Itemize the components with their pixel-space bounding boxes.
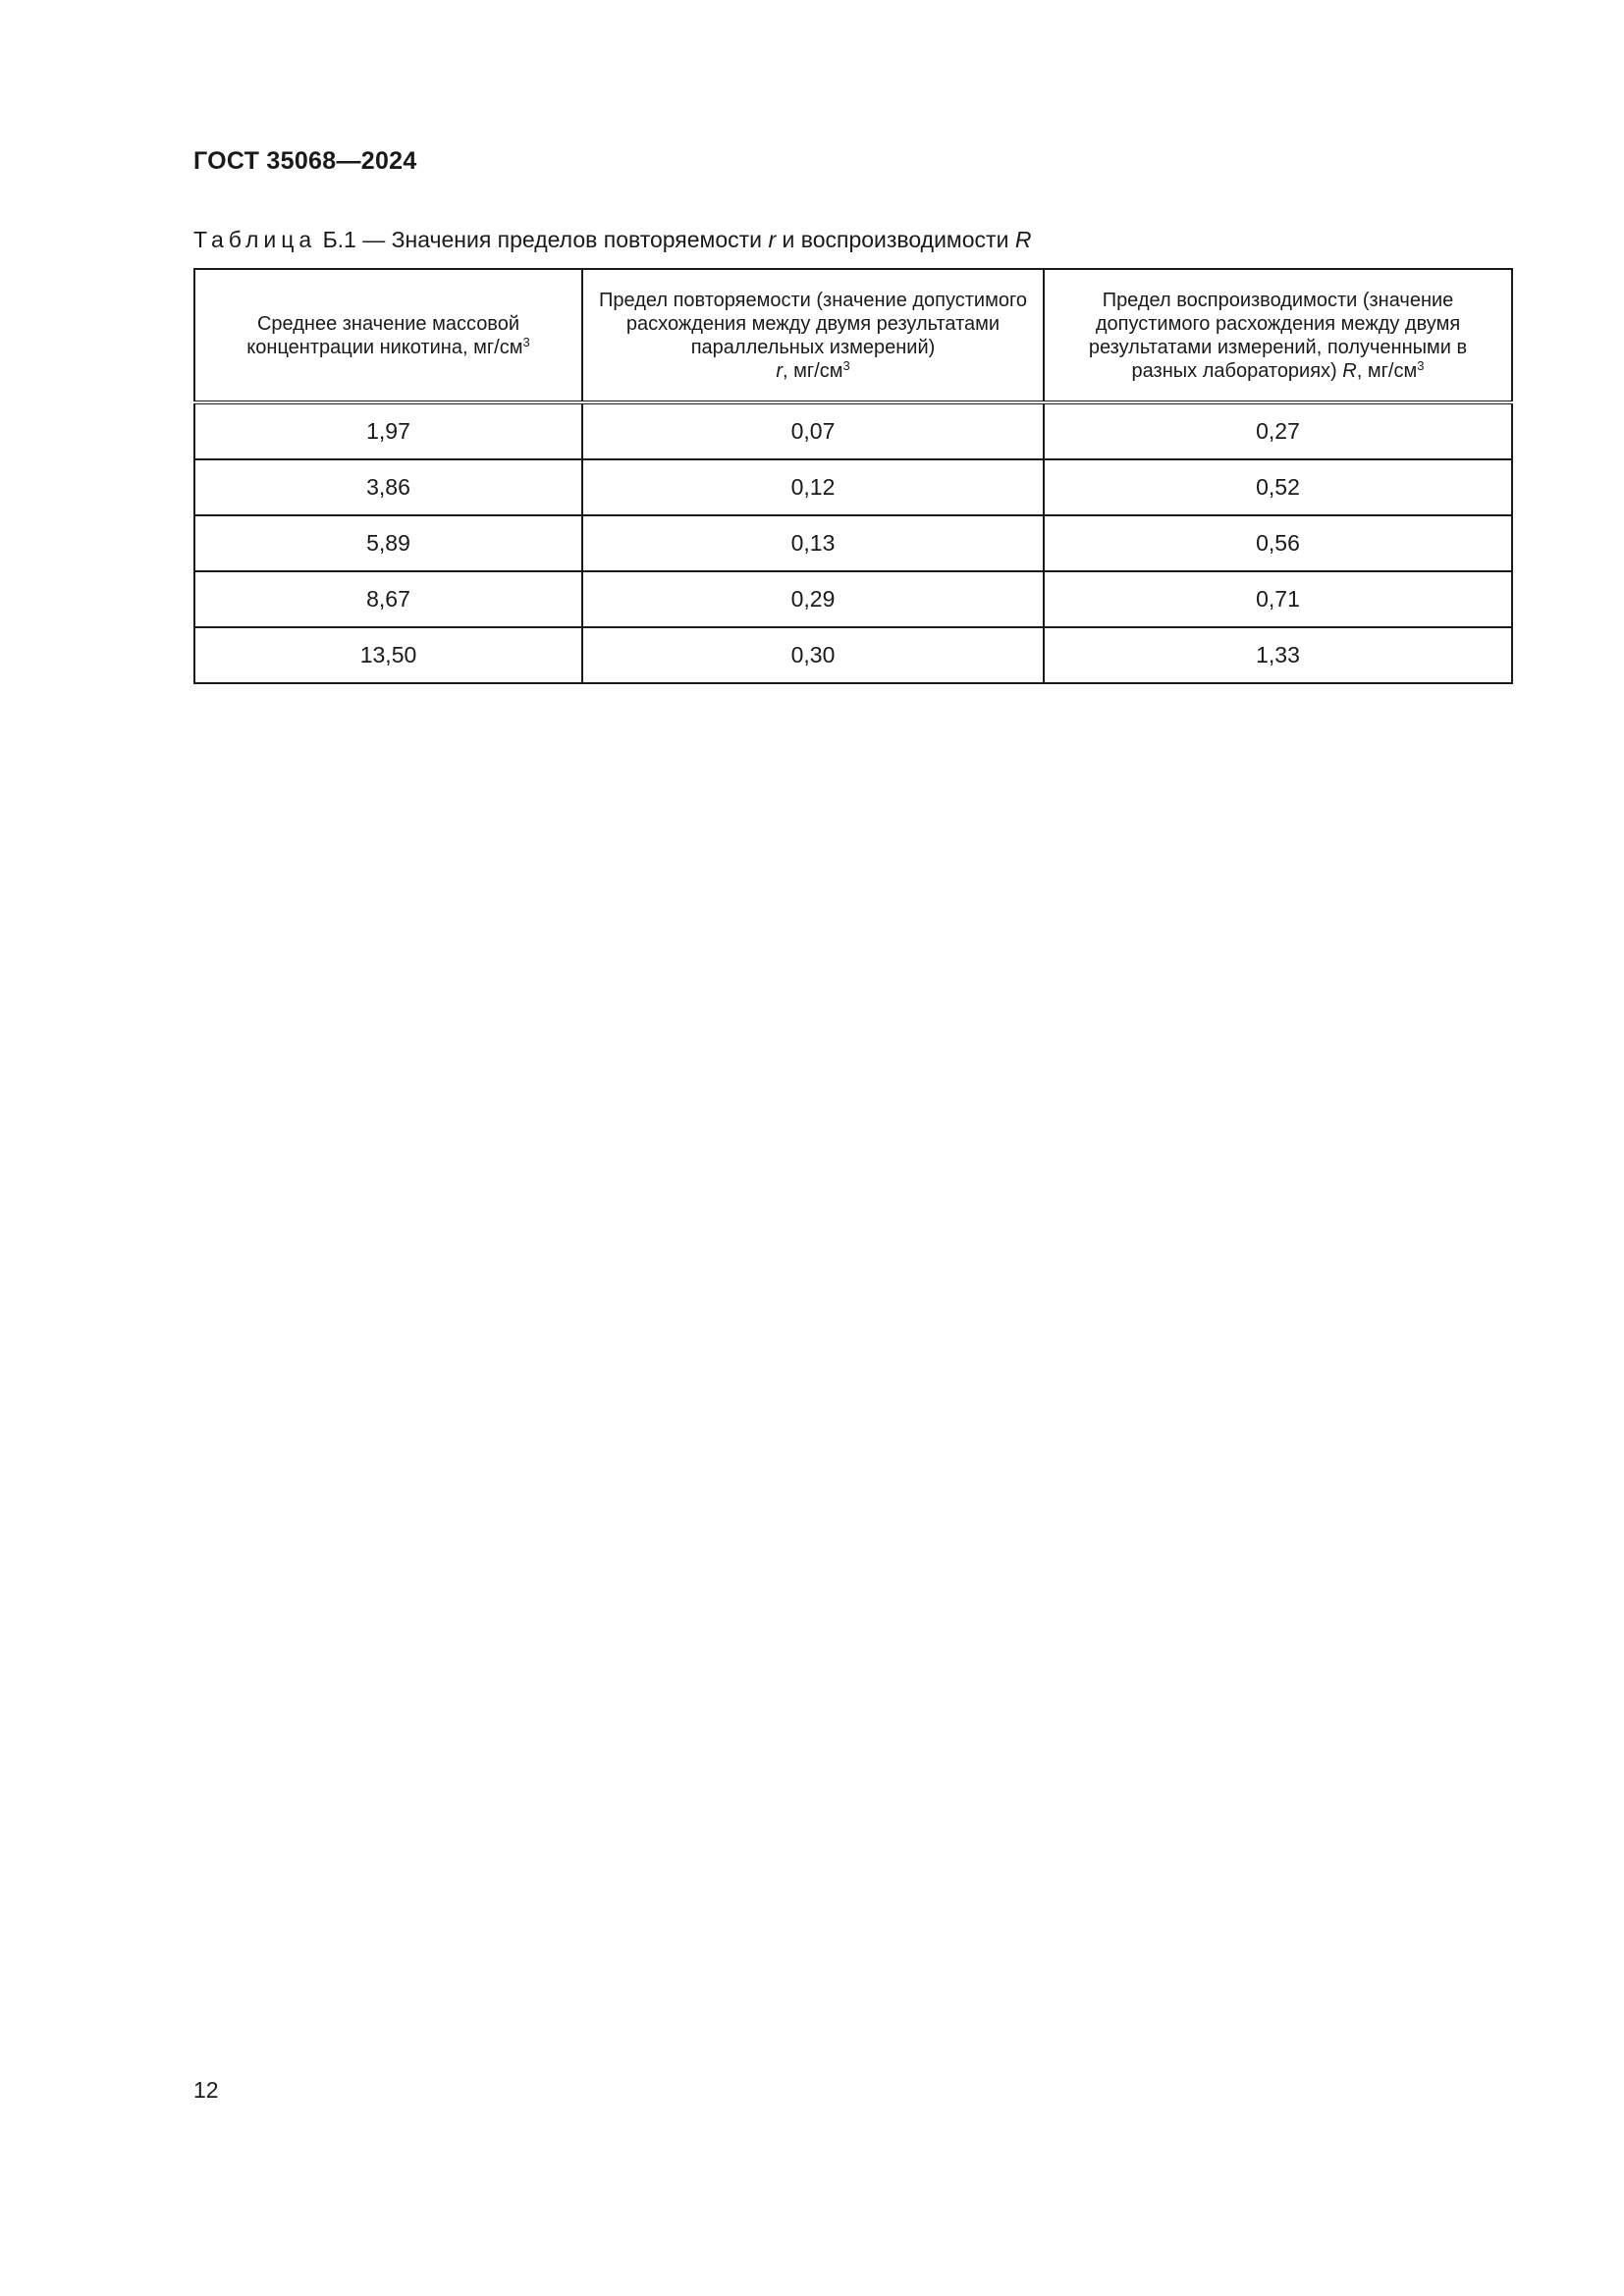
cell-repeatability: 0,13 <box>582 515 1044 571</box>
page-number: 12 <box>193 2077 219 2103</box>
header-reproducibility-symbol: R <box>1342 359 1357 382</box>
table-caption-label: Таблица <box>193 227 317 252</box>
header-mean-concentration <box>194 269 582 402</box>
header-repeatability-limit <box>582 269 1044 402</box>
cell-reproducibility: 0,27 <box>1044 402 1512 459</box>
table-row <box>194 571 1512 627</box>
table-header-row <box>194 269 1512 402</box>
header-reproducibility-text: Предел воспроизводимости (значение допустимого расхождения между двумя результатами измерений, полученными в разных лабораториях) <box>1088 289 1468 382</box>
table-caption-symbol-r: r <box>768 227 777 252</box>
limits-table <box>193 268 1513 684</box>
header-repeatability-unit: , мг/см <box>782 359 843 382</box>
header-repeatability-symbol: r <box>776 359 783 382</box>
table-row <box>194 627 1512 683</box>
cell-mean-concentration: 1,97 <box>194 402 582 459</box>
header-reproducibility-limit <box>1044 269 1512 402</box>
table-caption-text-2: и воспроизводимости <box>776 227 1015 252</box>
table-row <box>194 515 1512 571</box>
cell-repeatability: 0,30 <box>582 627 1044 683</box>
cell-mean-concentration: 3,86 <box>194 459 582 515</box>
table-caption-symbol-R: R <box>1014 227 1032 252</box>
cell-mean-concentration: 13,50 <box>194 627 582 683</box>
table-row <box>194 402 1512 459</box>
table-row <box>194 459 1512 515</box>
cell-repeatability: 0,29 <box>582 571 1044 627</box>
header-repeatability-sup: 3 <box>842 357 850 373</box>
cell-reproducibility: 0,56 <box>1044 515 1512 571</box>
cell-repeatability: 0,12 <box>582 459 1044 515</box>
cell-reproducibility: 1,33 <box>1044 627 1512 683</box>
header-reproducibility-sup: 3 <box>1417 357 1425 373</box>
header-mean-concentration-sup: 3 <box>522 334 530 349</box>
header-mean-concentration-text: Среднее значение массовой концентрации никотина, мг/см <box>246 312 523 358</box>
header-reproducibility-unit: , мг/см <box>1356 359 1418 382</box>
table-caption-text-1: Б.1 — Значения пределов повторяемости <box>322 227 769 252</box>
table-caption <box>193 227 1031 253</box>
cell-reproducibility: 0,52 <box>1044 459 1512 515</box>
cell-reproducibility: 0,71 <box>1044 571 1512 627</box>
cell-mean-concentration: 5,89 <box>194 515 582 571</box>
header-repeatability-text: Предел повторяемости (значение допустимого расхождения между двумя результатами параллельных измерений) <box>599 289 1027 358</box>
document-code: ГОСТ 35068—2024 <box>193 147 417 175</box>
cell-repeatability: 0,07 <box>582 402 1044 459</box>
cell-mean-concentration: 8,67 <box>194 571 582 627</box>
